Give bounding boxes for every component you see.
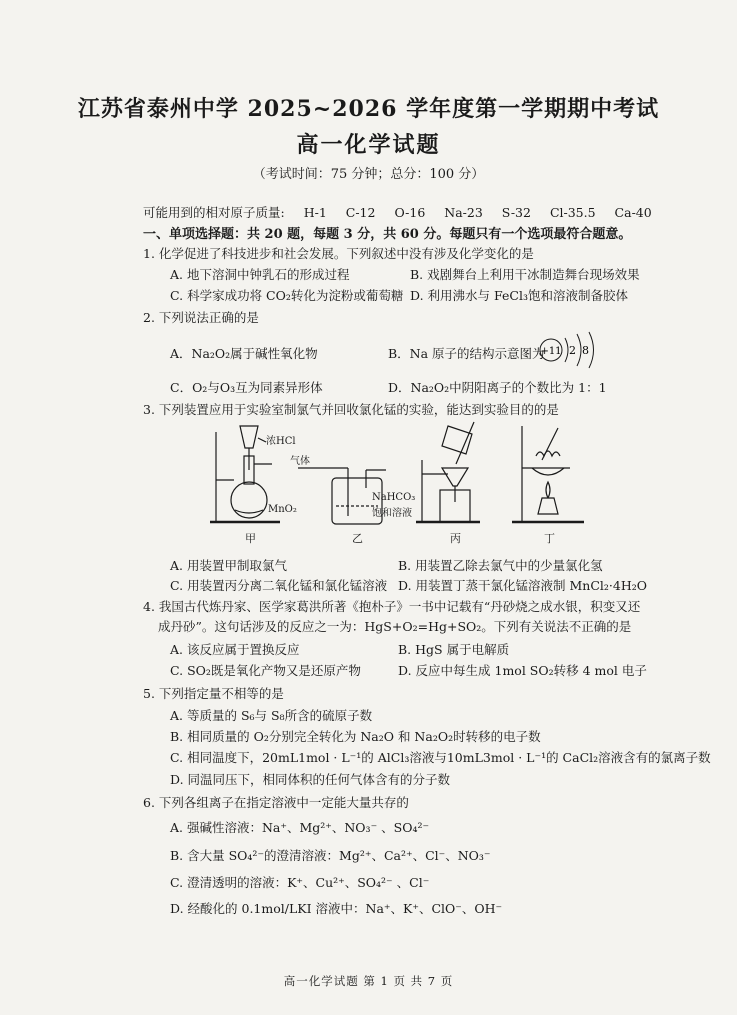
q6-option-a: A. 强碱性溶液：Na⁺、Mg²⁺、NO₃⁻ 、SO₄²⁻	[170, 820, 430, 835]
exam-title: 江苏省泰州中学 2025~2026 学年度第一学期期中考试	[77, 96, 660, 122]
q3-option-c: C. 用装置丙分离二氧化锰和氯化锰溶液	[170, 578, 388, 593]
exam-info: （考试时间：75 分钟；总分：100 分）	[252, 167, 485, 182]
filter-funnel	[442, 468, 468, 486]
label-conc-hcl: 浓HCl	[266, 436, 296, 447]
label-pointer	[258, 438, 266, 442]
vapor	[536, 451, 560, 456]
q1-option-c: C. 科学家成功将 CO₂转化为淀粉或葡萄糖	[170, 288, 404, 303]
atomic-mass-item: Cl-35.5	[549, 205, 596, 220]
nucleus-charge: +11	[540, 346, 562, 357]
alcohol-lamp	[538, 498, 558, 514]
pouring-beaker	[442, 426, 472, 454]
q5-option-b: B. 相同质量的 O₂分别完全转化为 Na₂O 和 Na₂O₂时转移的电子数	[170, 729, 541, 744]
q3-option-d: D. 用装置丁蒸干氯化锰溶液制 MnCl₂·4H₂O	[398, 578, 648, 593]
q4-stem-line2: 成丹砂”。这句话涉及的反应之一为：HgS+O₂=Hg+SO₂。下列有关说法不正确的是	[158, 619, 632, 634]
na-atom-diagram	[538, 330, 608, 374]
q2-option-a: A．Na₂O₂属于碱性氧化物	[170, 346, 318, 361]
atomic-mass-item: Na-23	[444, 205, 483, 220]
label-gas: 气体	[290, 456, 310, 467]
label-nahco3: NaHCO₃	[372, 492, 416, 503]
q1-stem: 1. 化学促进了科技进步和社会发展。下列叙述中没有涉及化学变化的是	[143, 246, 534, 261]
atomic-masses	[143, 203, 667, 221]
atomic-mass-item: S-32	[501, 205, 531, 220]
shell-arc	[589, 332, 594, 368]
q3-option-b: B. 用装置乙除去氯气中的少量氯化氢	[398, 558, 603, 573]
q6-option-d: D. 经酸化的 0.1mol/LKI 溶液中：Na⁺、K⁺、ClO⁻、OH⁻	[170, 901, 503, 916]
q4-option-c: C. SO₂既是氧化产物又是还原产物	[170, 663, 361, 678]
shell-2-electrons: 8	[582, 344, 589, 357]
q2-option-b: B．Na 原子的结构示意图为	[388, 346, 545, 361]
q1-option-a: A. 地下溶洞中钟乳石的形成过程	[170, 267, 350, 282]
q3-stem: 3. 下列装置应用于实验室制氯气并回收氯化锰的实验，能达到实验目的的是	[143, 402, 559, 417]
q6-option-b: B. 含大量 SO₄²⁻的澄清溶液：Mg²⁺、Ca²⁺、Cl⁻、NO₃⁻	[170, 848, 491, 863]
q1-option-d: D. 利用沸水与 FeCl₃饱和溶液制备胶体	[410, 288, 628, 303]
q6-stem: 6. 下列各组离子在指定溶液中一定能大量共存的	[143, 795, 409, 810]
evaporating-dish	[532, 468, 564, 475]
q3-option-a: A. 用装置甲制取氯气	[170, 558, 287, 573]
caption-ding: 丁	[544, 532, 555, 545]
q5-option-d: D. 同温同压下，相同体积的任何气体含有的分子数	[170, 772, 451, 787]
glass-rod	[456, 422, 474, 464]
atomic-mass-item: Ca-40	[614, 205, 652, 220]
q4-option-a: A. 该反应属于置换反应	[170, 642, 300, 657]
shell-arc	[565, 338, 568, 362]
q2-option-d: D．Na₂O₂中阴阳离子的个数比为 1：1	[388, 380, 607, 395]
exam-subtitle: 高一化学试题	[296, 132, 441, 158]
caption-yi: 乙	[352, 532, 363, 545]
q5-stem: 5. 下列指定量不相等的是	[143, 686, 284, 701]
section-heading: 一、单项选择题：共 20 题，每题 3 分，共 60 分。每题只有一个选项最符合题意。	[143, 227, 632, 242]
q4-option-d: D. 反应中每生成 1mol SO₂转移 4 mol 电子	[398, 663, 647, 678]
atomic-masses-label: 可能用到的相对原子质量:	[143, 205, 285, 220]
flask-liquid	[235, 510, 263, 513]
atomic-mass-item: C-12	[345, 205, 376, 220]
page-footer: 高一化学试题 第 1 页 共 7 页	[283, 974, 454, 988]
q4-stem-line1: 4. 我国古代炼丹家、医学家葛洪所著《抱朴子》一书中记载有“丹砂烧之成水银，积变又还	[143, 599, 641, 614]
dropping-funnel	[240, 426, 258, 448]
q5-option-a: A. 等质量的 S₆与 S₈所含的硫原子数	[170, 708, 373, 723]
q5-option-c: C. 相同温度下，20mL1mol · L⁻¹的 AlCl₃溶液与10mL3mol · L⁻¹的 CaCl₂溶液含有的氯离子数	[170, 750, 711, 765]
caption-bing: 丙	[450, 532, 461, 545]
q6-option-c: C. 澄清透明的溶液：K⁺、Cu²⁺、SO₄²⁻ 、Cl⁻	[170, 875, 430, 890]
atomic-mass-item: O-16	[394, 205, 426, 220]
atomic-mass-item: H-1	[303, 205, 327, 220]
shell-1-electrons: 2	[569, 344, 576, 357]
label-mno2: MnO₂	[268, 504, 297, 515]
q2-stem: 2. 下列说法正确的是	[143, 310, 259, 325]
q2-option-c: C．O₂与O₃互为同素异形体	[170, 380, 323, 395]
lab-apparatus-figure	[200, 420, 600, 552]
q1-option-b: B. 戏剧舞台上利用干冰制造舞台现场效果	[410, 267, 640, 282]
q4-option-b: B. HgS 属于电解质	[398, 642, 510, 657]
shell-arc	[577, 334, 581, 366]
lamp-flame	[546, 482, 550, 498]
label-saturated-solution: 饱和溶液	[372, 508, 412, 519]
caption-jia: 甲	[245, 532, 256, 545]
